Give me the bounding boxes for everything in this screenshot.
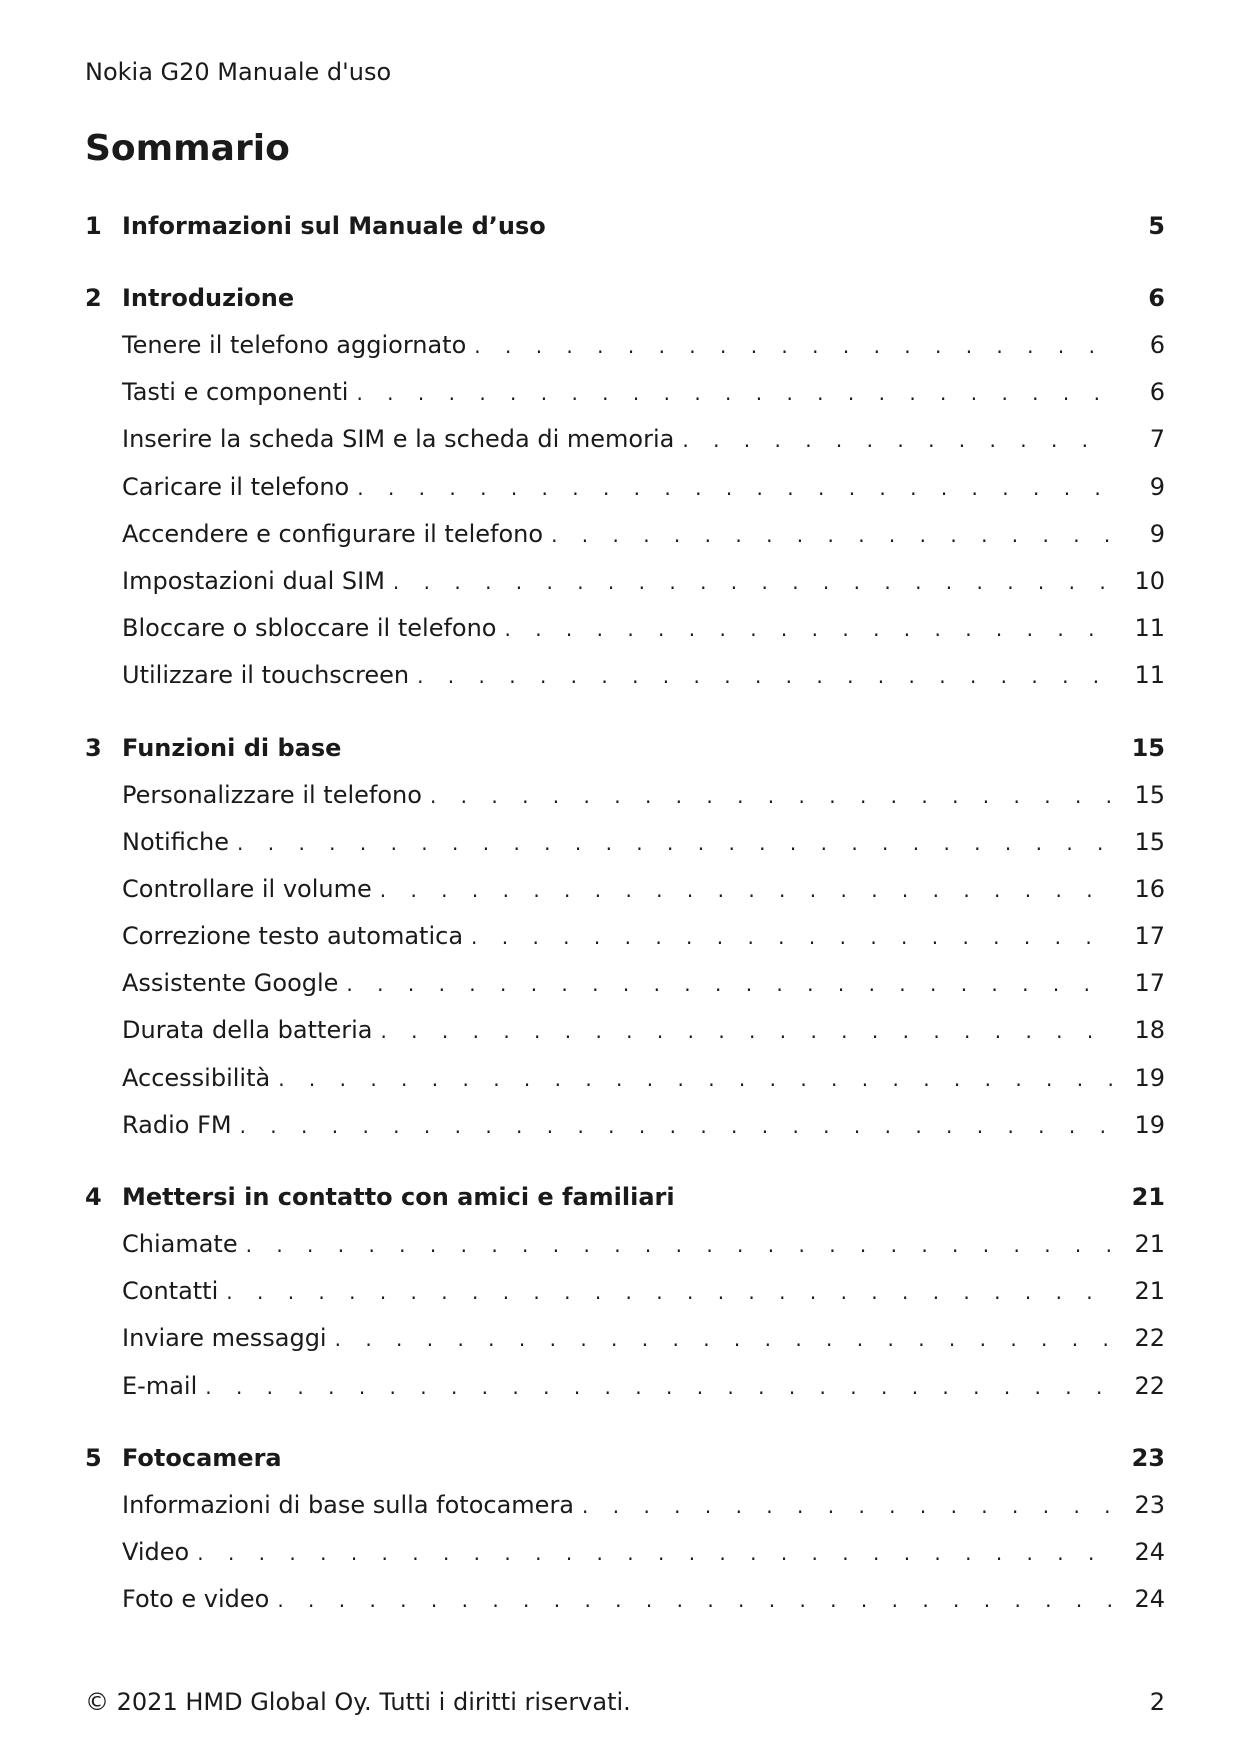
toc-section-title: Introduzione [122,284,295,312]
toc-entry-title: Foto e video [122,1585,270,1614]
toc-section-page: 23 [1131,1443,1165,1472]
toc-entry-page: 17 [1134,922,1165,951]
toc-section-title: Mettersi in contatto con amici e familiari [122,1183,675,1211]
toc-entry[interactable] [85,875,1165,922]
toc-section-number: 1 [85,212,102,240]
toc-entry-page: 6 [1149,378,1165,407]
toc-section-heading[interactable] [85,212,1165,259]
toc-entry-page: 10 [1134,566,1165,595]
toc-entry[interactable] [85,1064,1165,1111]
toc-section-title: Informazioni sul Manuale d’uso [122,212,546,240]
toc-entry[interactable] [85,425,1165,472]
dot-leader [504,617,1113,641]
toc-entry[interactable] [85,567,1165,614]
toc-section [85,1444,1165,1633]
dot-leader [551,523,1113,547]
toc-entry[interactable] [85,473,1165,520]
dot-leader [237,831,1113,855]
toc-entry[interactable] [85,922,1165,969]
toc-entry[interactable] [85,969,1165,1016]
toc-entry-title: Assistente Google [122,969,339,998]
dot-leader [246,1233,1113,1257]
toc-section-title: Fotocamera [122,1443,282,1472]
toc-entry-page: 7 [1149,425,1165,454]
dot-leader [356,381,1113,405]
toc-section-page: 5 [1148,212,1165,240]
toc-entry[interactable] [85,1277,1165,1324]
toc-section-page: 6 [1148,284,1165,312]
toc-section-heading[interactable] [85,284,1165,331]
toc-entry-page: 21 [1134,1230,1165,1258]
toc-section-heading[interactable] [85,734,1165,781]
toc-entry-page: 11 [1134,661,1165,690]
toc-entry[interactable] [85,1585,1165,1632]
toc-section-number: 4 [85,1183,102,1211]
toc-entry-page: 6 [1149,331,1165,359]
page-number: 2 [1149,1688,1165,1716]
toc-entry-title: E-mail [122,1371,198,1400]
toc-entry-title: Personalizzare il telefono [122,780,422,809]
dot-leader [380,1019,1113,1043]
toc-entry-page: 15 [1134,827,1165,856]
toc-entry[interactable] [85,1016,1165,1063]
toc-section [85,1183,1165,1419]
toc-entry-page: 19 [1134,1110,1165,1139]
toc-entry-page: 15 [1134,780,1165,809]
toc-entry-title: Bloccare o sbloccare il telefono [122,614,497,643]
dot-leader [197,1541,1113,1565]
toc-entry-title: Utilizzare il touchscreen [122,661,410,690]
toc-entry[interactable] [85,1538,1165,1585]
toc-entry-title: Caricare il telefono [122,472,350,501]
toc-entry-title: Contatti [122,1277,219,1306]
dot-leader [471,925,1113,949]
toc-section-number: 5 [85,1443,102,1472]
toc-entry[interactable] [85,378,1165,425]
toc-section-heading[interactable] [85,1444,1165,1491]
page-footer [85,1688,1165,1716]
toc-entry-page: 22 [1134,1324,1165,1353]
dot-leader [278,1067,1113,1091]
toc-section-number: 2 [85,284,102,312]
toc-entry-page: 17 [1134,969,1165,998]
dot-leader [582,1494,1113,1518]
toc-entry[interactable] [85,661,1165,708]
document-header: Nokia G20 Manuale d'uso [85,58,392,86]
toc-section [85,212,1165,259]
dot-leader [474,334,1113,358]
toc-entry-title: Chiamate [122,1230,238,1258]
toc-entry[interactable] [85,828,1165,875]
toc-entry-page: 22 [1134,1371,1165,1400]
toc-entry-page: 24 [1134,1585,1165,1614]
toc-entry[interactable] [85,1324,1165,1371]
toc-entry[interactable] [85,614,1165,661]
copyright-notice: © 2021 HMD Global Oy. Tutti i diritti riservati. [85,1688,631,1716]
toc-section-page: 15 [1131,733,1165,762]
dot-leader [417,664,1113,688]
toc-section-title: Funzioni di base [122,733,342,762]
toc-entry-title: Correzione testo automatica [122,922,464,951]
dot-leader [205,1375,1113,1399]
toc-entry-page: 9 [1149,519,1165,548]
table-of-contents [85,212,1165,1657]
toc-entry-title: Durata della batteria [122,1016,373,1045]
toc-entry-title: Tasti e componenti [122,378,349,407]
dot-leader [335,1327,1113,1351]
toc-section [85,284,1165,709]
dot-leader [393,570,1113,594]
toc-entry-title: Impostazioni dual SIM [122,566,385,595]
toc-entry[interactable] [85,1491,1165,1538]
toc-entry-title: Radio FM [122,1110,232,1139]
toc-section-heading[interactable] [85,1183,1165,1230]
toc-entry-title: Tenere il telefono aggiornato [122,331,467,359]
toc-entry-page: 19 [1134,1063,1165,1092]
toc-entry-title: Inviare messaggi [122,1324,327,1353]
toc-entry-title: Controllare il volume [122,874,372,903]
toc-entry[interactable] [85,331,1165,378]
toc-entry-page: 18 [1134,1016,1165,1045]
toc-entry-page: 21 [1134,1277,1165,1306]
toc-entry-page: 16 [1134,874,1165,903]
toc-entry[interactable] [85,1111,1165,1158]
toc-entry-page: 11 [1134,614,1165,643]
toc-entry-page: 24 [1134,1537,1165,1566]
toc-entry[interactable] [85,1372,1165,1419]
toc-entry[interactable] [85,520,1165,567]
toc-entry-title: Inserire la scheda SIM e la scheda di memoria [122,425,675,454]
toc-section-page: 21 [1131,1183,1165,1211]
toc-entry-title: Accessibilità [122,1063,271,1092]
page-title: Sommario [85,128,290,169]
toc-entry-title: Accendere e configurare il telefono [122,519,544,548]
dot-leader [380,878,1113,902]
toc-entry[interactable] [85,1230,1165,1277]
toc-section-number: 3 [85,733,102,762]
dot-leader [346,972,1113,996]
dot-leader [682,428,1113,452]
toc-entry-page: 23 [1134,1490,1165,1519]
dot-leader [240,1114,1113,1138]
dot-leader [277,1588,1113,1612]
toc-entry-title: Informazioni di base sulla fotocamera [122,1490,575,1519]
toc-entry-title: Notifiche [122,827,230,856]
dot-leader [430,784,1113,808]
toc-section [85,734,1165,1159]
toc-entry-page: 9 [1149,472,1165,501]
toc-entry-title: Video [122,1537,190,1566]
toc-entry[interactable] [85,781,1165,828]
dot-leader [226,1280,1113,1304]
dot-leader [357,476,1113,500]
